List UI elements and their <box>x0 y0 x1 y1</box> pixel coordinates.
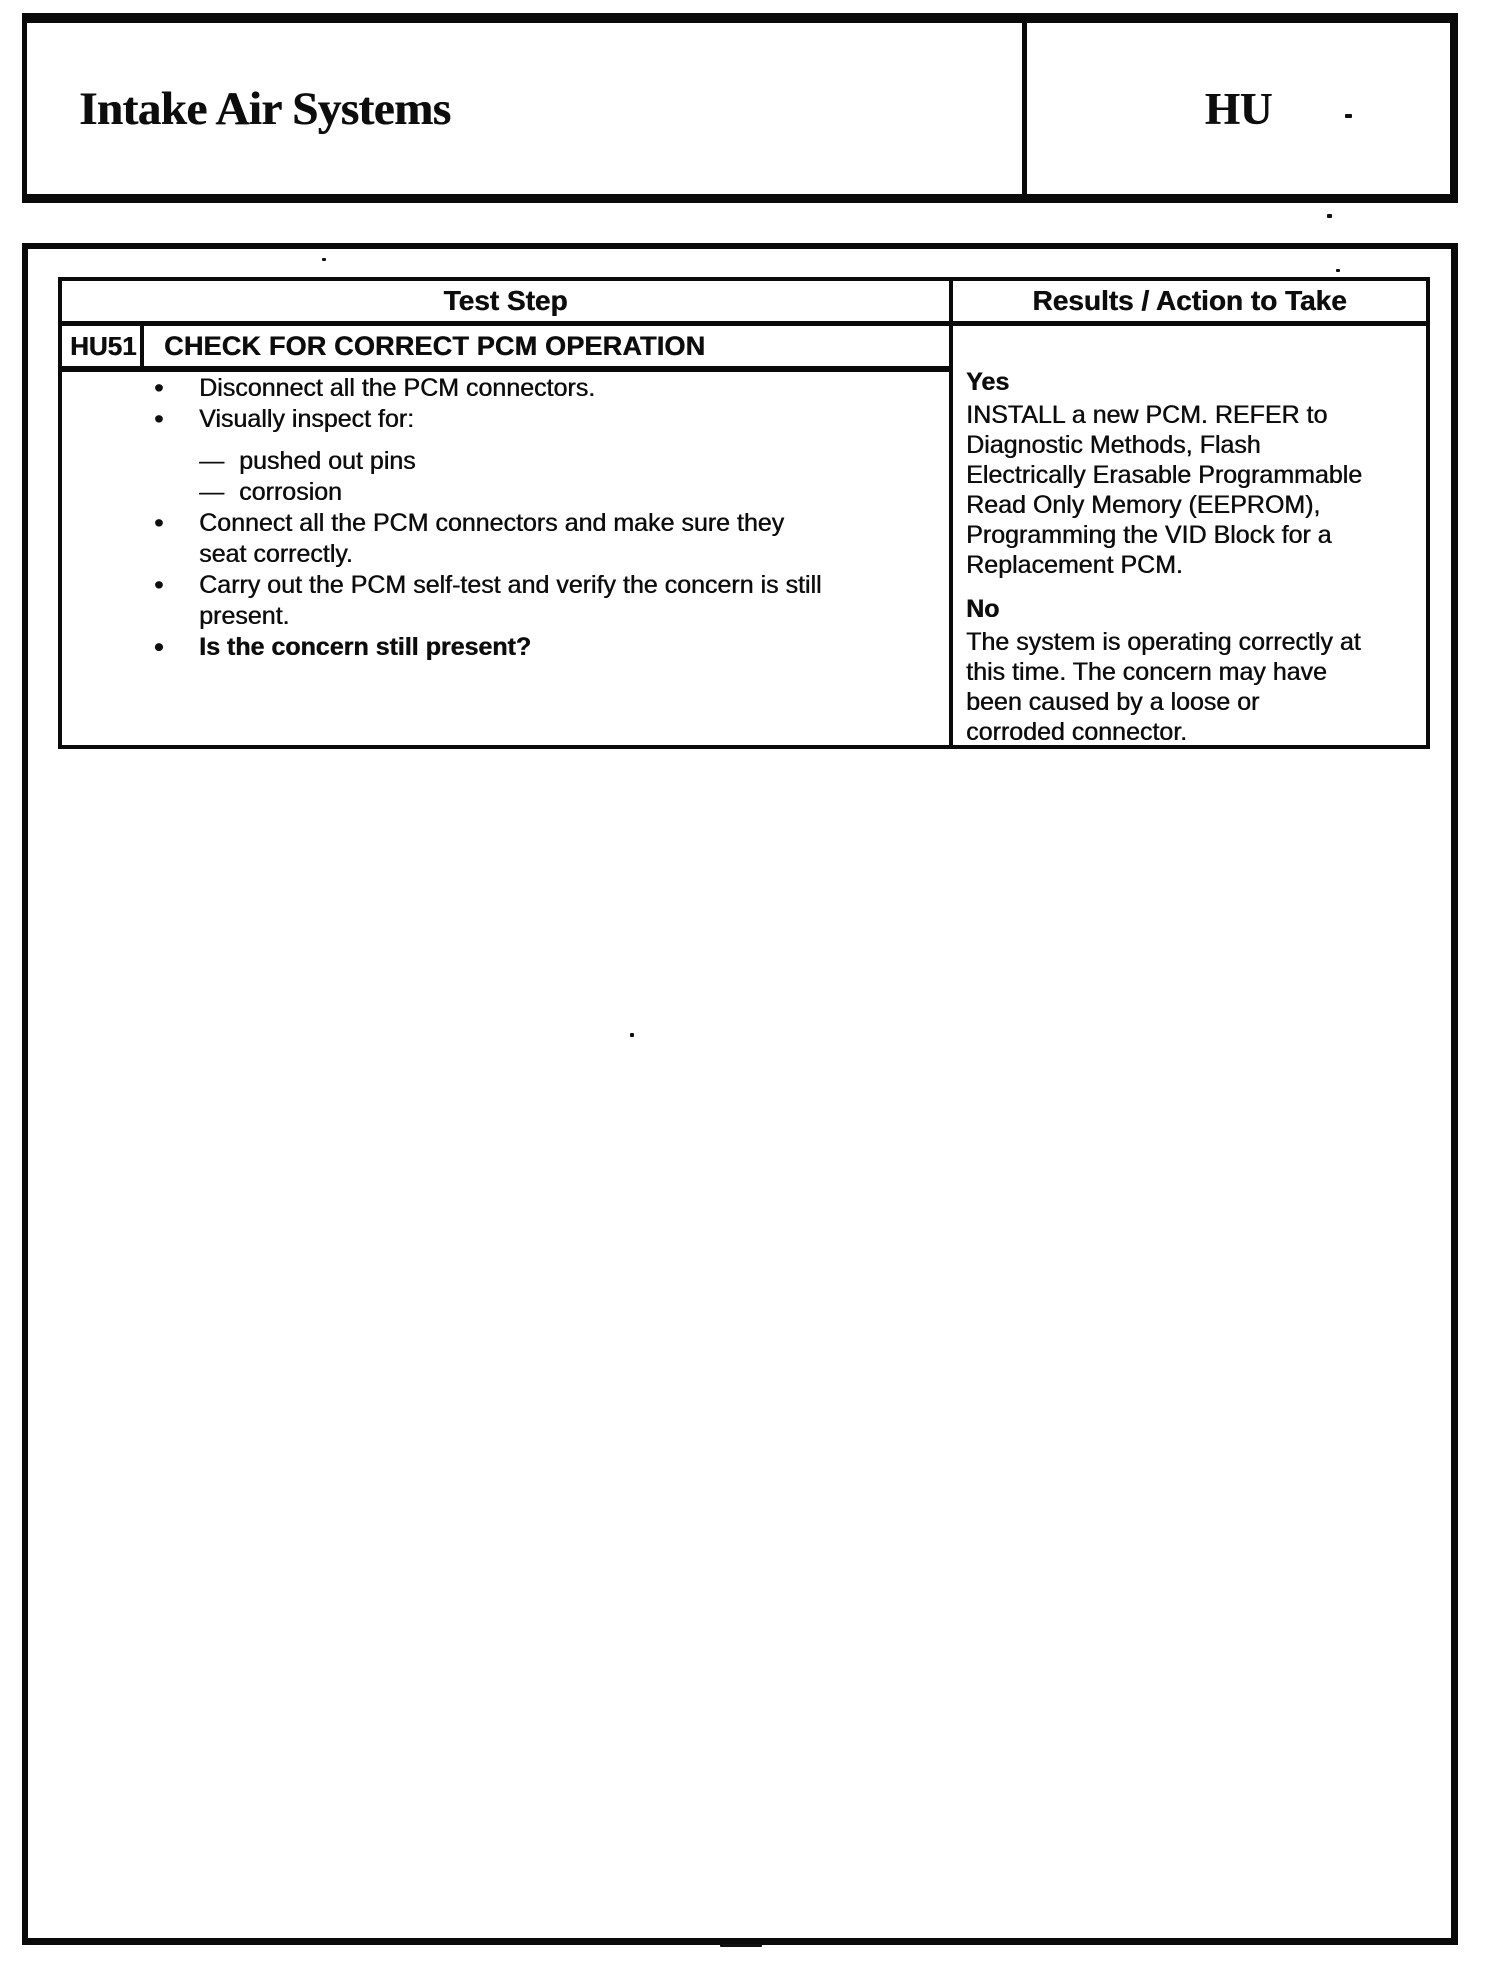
list-item <box>154 373 949 404</box>
table-header-row <box>62 281 1426 326</box>
result-text: Read Only Memory (EEPROM), <box>966 491 1321 519</box>
list-item <box>154 508 949 570</box>
list-sub-item <box>199 446 949 477</box>
page-header-code-cell <box>1027 23 1450 194</box>
page-title: Intake Air Systems <box>79 82 451 135</box>
scan-speck <box>630 1033 634 1037</box>
result-yes-label: Yes <box>966 368 1010 396</box>
column-header-results: Results / Action to Take <box>1032 285 1347 316</box>
dash-icon: — <box>199 447 224 475</box>
step-text: seat correctly. <box>199 540 353 568</box>
column-header-test-step: Test Step <box>62 281 953 321</box>
list-item <box>154 570 949 632</box>
result-text: INSTALL a new PCM. REFER to <box>966 401 1328 429</box>
test-step-list <box>62 372 949 663</box>
bullet-icon: • <box>154 632 164 662</box>
dash-icon: — <box>199 478 224 506</box>
step-text: present. <box>199 602 290 630</box>
result-no-label: No <box>966 595 1000 623</box>
step-text: Disconnect all the PCM connectors. <box>199 374 596 402</box>
step-question-text: Is the concern still present? <box>199 633 532 661</box>
scan-speck <box>720 1944 762 1947</box>
bullet-icon: • <box>154 508 164 538</box>
sub-item-group <box>199 446 949 508</box>
result-text: been caused by a loose or <box>966 688 1260 716</box>
result-text: The system is operating correctly at <box>966 628 1361 656</box>
bullet-icon: • <box>154 404 164 434</box>
result-text: Diagnostic Methods, Flash <box>966 431 1261 459</box>
step-text: pushed out pins <box>239 447 416 475</box>
scan-speck <box>1336 269 1340 272</box>
step-text: Visually inspect for: <box>199 405 414 433</box>
bullet-icon: • <box>154 570 164 600</box>
result-text: this time. The concern may have <box>966 658 1327 686</box>
result-no-block <box>966 594 1420 747</box>
scan-speck <box>1327 214 1332 218</box>
list-item <box>154 404 949 435</box>
step-text: Connect all the PCM connectors and make sure they <box>199 509 785 537</box>
section-code: HU <box>1204 83 1273 134</box>
result-text: Replacement PCM. <box>966 551 1183 579</box>
diagnostic-table <box>58 277 1430 749</box>
bullet-icon: • <box>154 373 164 403</box>
result-text: corroded connector. <box>966 718 1187 746</box>
test-step-column <box>62 326 953 745</box>
result-yes-block <box>966 367 1420 580</box>
step-title-row <box>62 326 949 372</box>
result-text: Electrically Erasable Programmable <box>966 461 1362 489</box>
page-header-box <box>22 13 1458 203</box>
page-header-title-cell <box>27 23 1022 194</box>
results-column <box>953 326 1426 745</box>
step-text: corrosion <box>239 478 342 506</box>
scan-speck <box>1345 114 1352 118</box>
scan-speck <box>322 258 326 261</box>
step-text: Carry out the PCM self-test and verify the concern is still <box>199 571 822 599</box>
table-body-row <box>62 326 1426 745</box>
list-item-question <box>154 632 949 663</box>
step-id: HU51 <box>62 326 144 366</box>
step-title: CHECK FOR CORRECT PCM OPERATION <box>164 330 706 361</box>
list-sub-item <box>199 477 949 508</box>
result-text: Programming the VID Block for a <box>966 521 1332 549</box>
